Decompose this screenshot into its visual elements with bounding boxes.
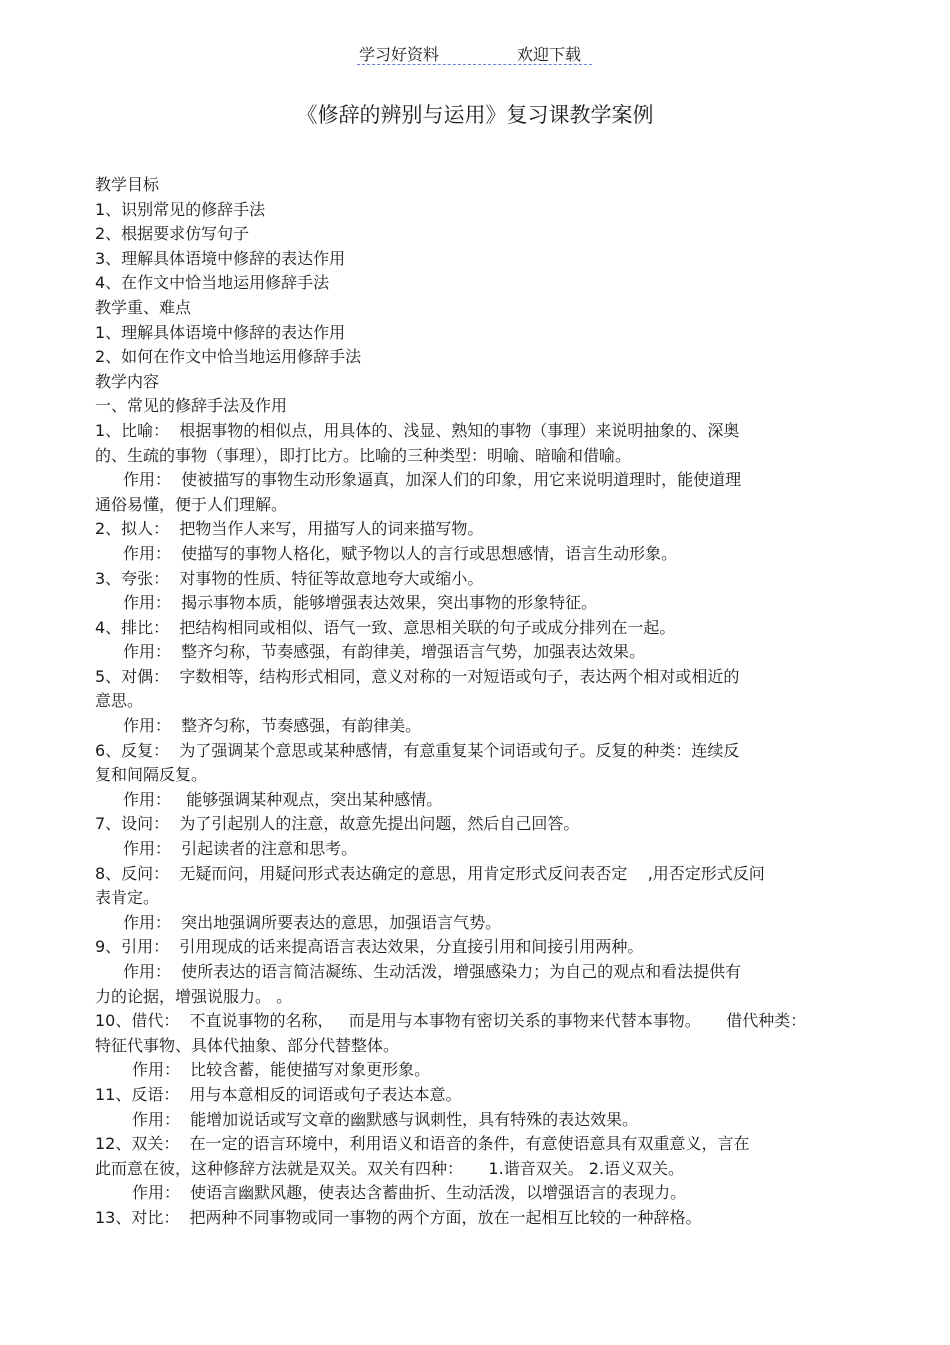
text-line: 2、拟人： 把物当作人来写，用描写人的词来描写物。 (95, 519, 484, 539)
text-line: 作用： 能增加说话或写文章的幽默感与讽刺性，具有特殊的表达效果。 (132, 1109, 639, 1129)
text-line: 6、反复： 为了强调某个意思或某种感情，有意重复某个词语或句子。反复的种类：连续反 (95, 740, 740, 760)
text-line: 复和间隔反复。 (95, 765, 208, 785)
text-line: 4、在作文中恰当地运用修辞手法 (95, 273, 330, 293)
page-header (357, 42, 592, 66)
text-line: 教学目标 (95, 175, 160, 194)
text-line: 1、理解具体语境中修辞的表达作用 (95, 322, 346, 342)
text-line: 作用： 使描写的事物人格化，赋予物以人的言行或思想感情，语言生动形象。 (123, 543, 678, 563)
text-line: 作用： 能够强调某种观点，突出某种感情。 (123, 789, 443, 809)
text-line: 作用： 使被描写的事物生动形象逼真，加深人们的印象，用它来说明道理时，能使道理 (123, 470, 742, 490)
text-line: 1、识别常见的修辞手法 (95, 199, 266, 219)
document-title: 《修辞的辨别与运用》复习课教学案例 (296, 103, 654, 127)
text-line: 的、生疏的事物（事理），即打比方。比喻的三种类型：明喻、暗喻和借喻。 (95, 445, 632, 465)
text-line: 教学重、难点 (95, 297, 192, 317)
text-line: 12、双关： 在一定的语言环境中，利用语义和语音的条件，有意使语意具有双重意义，言在 (95, 1134, 750, 1154)
text-line: 7、设问： 为了引起别人的注意，故意先提出问题，然后自己回答。 (95, 814, 580, 834)
text-line: 作用： 整齐匀称，节奏感强，有韵律美，增强语言气势，加强表达效果。 (123, 642, 646, 662)
text-line: 力的论据，增强说服力。 。 (95, 986, 293, 1006)
text-line: 11、反语： 用与本意相反的词语或句子表达本意。 (95, 1084, 462, 1104)
text-line: 3、夸张： 对事物的性质、特征等故意地夸大或缩小。 (95, 568, 484, 588)
text-line: 作用： 使所表达的语言简洁凝练、生动活泼，增强感染力；为自己的观点和看法提供有 (123, 962, 742, 981)
text-line: 4、排比： 把结构相同或相似、语气一致、意思相关联的句子或成分排列在一起。 (95, 617, 676, 637)
text-line: 10、借代： 不直说事物的名称， 而是用与本事物有密切关系的事物来代替本事物。 借代种类： (95, 1011, 807, 1031)
text-line: 2、如何在作文中恰当地运用修辞手法 (95, 347, 362, 367)
header-left-text: 学习好资料 (359, 45, 440, 64)
text-line: 5、对偶： 字数相等，结构形式相同，意义对称的一对短语或句子，表达两个相对或相近的 (95, 666, 740, 686)
text-line: 特征代事物、具体代抽象、部分代替整体。 (95, 1035, 400, 1055)
text-line: 9、引用： 引用现成的话来提高语言表达效果，分直接引用和间接引用两种。 (95, 937, 644, 957)
text-line: 通俗易懂，便于人们理解。 (95, 494, 288, 514)
text-line: 2、根据要求仿写句子 (95, 224, 250, 244)
text-line: 作用： 比较含蓄，能使描写对象更形象。 (132, 1060, 431, 1080)
text-line: 8、反问： 无疑而问，用疑问形式表达确定的意思，用肯定形式反问表否定 ,用否定形式反问 (95, 863, 765, 883)
document-body (95, 173, 865, 1231)
text-line: 3、理解具体语境中修辞的表达作用 (95, 248, 346, 268)
text-line: 作用： 使语言幽默风趣，使表达含蓄曲折、生动活泼，以增强语言的表现力。 (132, 1183, 687, 1203)
text-line: 表肯定。 (95, 888, 160, 908)
header-right-text: 欢迎下载 (517, 45, 582, 64)
text-line: 作用： 整齐匀称，节奏感强，有韵律美。 (123, 716, 422, 736)
text-line: 作用： 揭示事物本质，能够增强表达效果，突出事物的形象特征。 (123, 593, 598, 613)
text-line: 教学内容 (95, 371, 160, 391)
text-line: 1、比喻： 根据事物的相似点，用具体的、浅显、熟知的事物（事理）来说明抽象的、深奥 (95, 420, 740, 440)
header-dashed-rule (357, 64, 592, 65)
text-line: 作用： 突出地强调所要表达的意思，加强语言气势。 (123, 912, 502, 932)
text-line: 此而意在彼，这种修辞方法就是双关。双关有四种： 1.谐音双关。 2.语义双关。 (95, 1158, 685, 1178)
text-line: 意思。 (95, 691, 144, 711)
text-line: 13、对比： 把两种不同事物或同一事物的两个方面，放在一起相互比较的一种辞格。 (95, 1207, 702, 1227)
text-line: 作用： 引起读者的注意和思考。 (123, 839, 358, 859)
text-line: 一、常见的修辞手法及作用 (95, 396, 288, 416)
